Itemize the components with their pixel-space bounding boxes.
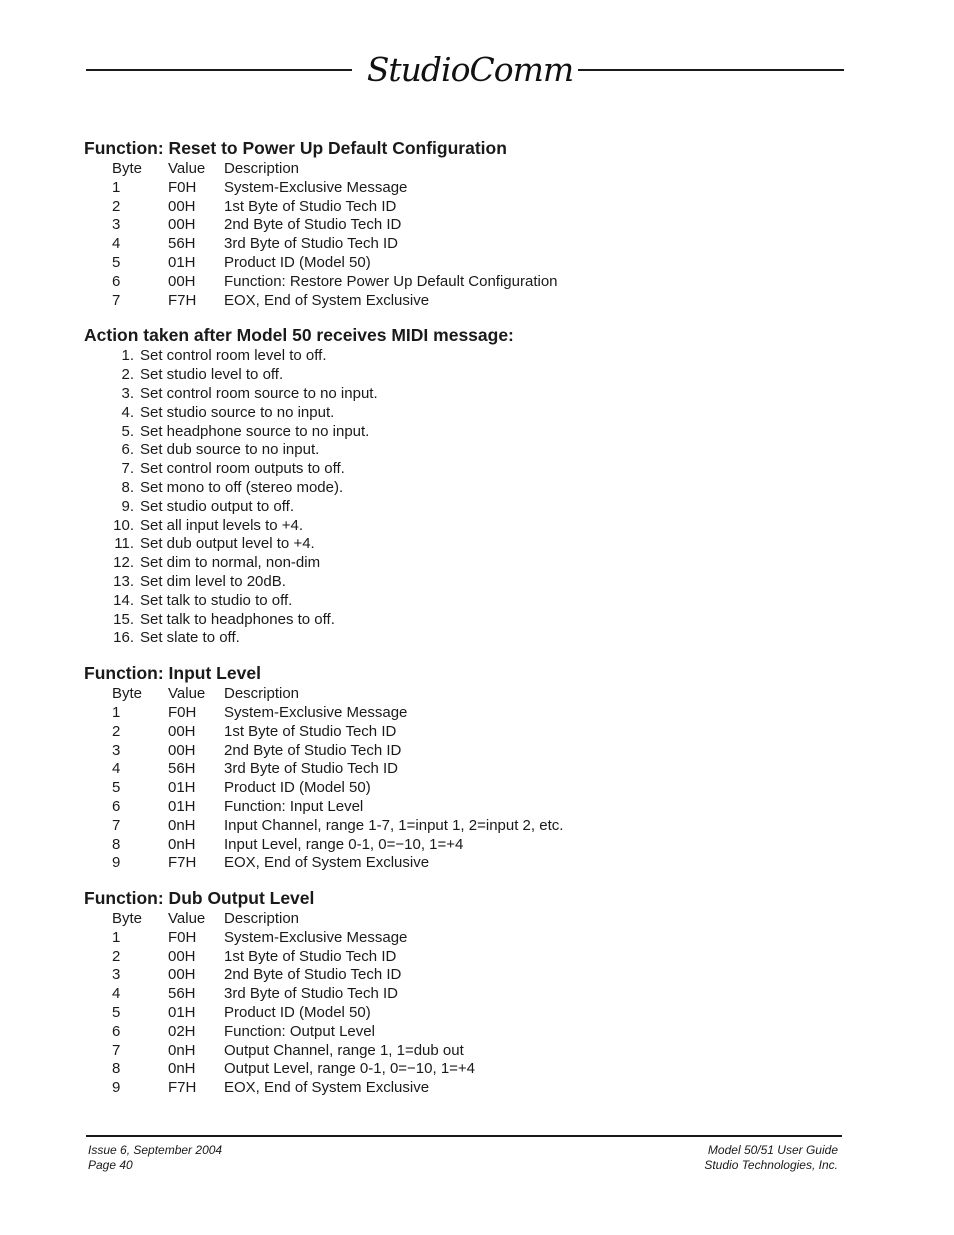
description-cell: 3rd Byte of Studio Tech ID bbox=[224, 235, 398, 253]
table-row bbox=[112, 273, 558, 292]
value-cell: F0H bbox=[168, 703, 197, 721]
action-item bbox=[84, 404, 884, 423]
value-cell: 00H bbox=[168, 947, 196, 965]
description-cell: 1st Byte of Studio Tech ID bbox=[224, 197, 397, 215]
action-number: 13. bbox=[113, 572, 134, 590]
footer-guide-title: Model 50/51 User Guide bbox=[707, 1143, 838, 1157]
footer-left bbox=[88, 1143, 222, 1173]
action-item bbox=[84, 498, 884, 517]
value-cell: F0H bbox=[168, 178, 197, 196]
byte-cell: 1 bbox=[112, 178, 121, 196]
table-row bbox=[112, 966, 475, 985]
action-text: Set dim level to 20dB. bbox=[140, 572, 286, 590]
action-item bbox=[84, 441, 884, 460]
action-item bbox=[84, 460, 884, 479]
description-cell: Output Channel, range 1, 1=dub out bbox=[224, 1041, 464, 1059]
footer-rule bbox=[86, 1135, 842, 1137]
action-text: Set control room level to off. bbox=[140, 347, 327, 365]
value-cell: 56H bbox=[168, 235, 196, 253]
byte-cell: 7 bbox=[112, 816, 121, 834]
studiocomm-logo: StudioComm bbox=[366, 50, 574, 89]
action-item bbox=[84, 535, 884, 554]
footer-right bbox=[704, 1143, 838, 1173]
action-number: 2. bbox=[121, 366, 134, 384]
action-number: 10. bbox=[113, 516, 134, 534]
description-cell: EOX, End of System Exclusive bbox=[224, 1079, 430, 1097]
action-text: Set all input levels to +4. bbox=[140, 516, 304, 534]
value-cell: 00H bbox=[168, 197, 196, 215]
action-number: 4. bbox=[121, 403, 134, 421]
table-row bbox=[112, 742, 563, 761]
byte-cell: 6 bbox=[112, 1022, 121, 1040]
value-cell: 01H bbox=[168, 253, 196, 271]
description-cell: Product ID (Model 50) bbox=[224, 779, 371, 797]
byte-cell: 2 bbox=[112, 197, 121, 215]
table-row bbox=[112, 948, 475, 967]
footer-page-number: Page 40 bbox=[88, 1158, 133, 1172]
footer-company: Studio Technologies, Inc. bbox=[704, 1158, 838, 1172]
description-cell: 3rd Byte of Studio Tech ID bbox=[224, 985, 398, 1003]
section-title: Function: Reset to Power Up Default Configuration bbox=[84, 138, 507, 158]
value-cell: F7H bbox=[168, 1079, 197, 1097]
value-cell: 00H bbox=[168, 272, 196, 290]
action-text: Set studio output to off. bbox=[140, 497, 294, 515]
byte-cell: 2 bbox=[112, 722, 121, 740]
value-cell: F0H bbox=[168, 928, 197, 946]
action-number: 6. bbox=[121, 441, 134, 459]
column-header-value: Value bbox=[168, 910, 206, 928]
table-row bbox=[112, 216, 558, 235]
action-text: Set studio source to no input. bbox=[140, 403, 335, 421]
page-content bbox=[84, 137, 884, 1112]
table-row bbox=[112, 1079, 475, 1098]
byte-cell: 2 bbox=[112, 947, 121, 965]
byte-cell: 8 bbox=[112, 835, 121, 853]
description-cell: 1st Byte of Studio Tech ID bbox=[224, 947, 397, 965]
action-item bbox=[84, 479, 884, 498]
action-number: 15. bbox=[113, 610, 134, 628]
column-header-byte: Byte bbox=[112, 910, 143, 928]
action-item bbox=[84, 592, 884, 611]
value-cell: 0nH bbox=[168, 835, 196, 853]
action-text: Set control room source to no input. bbox=[140, 384, 378, 402]
section-title: Action taken after Model 50 receives MIDI message: bbox=[84, 325, 514, 346]
table-header-row bbox=[112, 910, 475, 929]
action-item bbox=[84, 517, 884, 536]
action-number: 12. bbox=[113, 554, 134, 572]
value-cell: 0nH bbox=[168, 1060, 196, 1078]
table-header-row bbox=[112, 160, 558, 179]
table-row bbox=[112, 779, 563, 798]
byte-cell: 9 bbox=[112, 1079, 121, 1097]
byte-cell: 6 bbox=[112, 272, 121, 290]
value-cell: 00H bbox=[168, 741, 196, 759]
action-item bbox=[84, 573, 884, 592]
action-item bbox=[84, 554, 884, 573]
table-row bbox=[112, 723, 563, 742]
table-row bbox=[112, 929, 475, 948]
column-header-description: Description bbox=[224, 160, 300, 177]
section-dub-output-level bbox=[84, 887, 884, 1098]
value-cell: F7H bbox=[168, 854, 197, 872]
action-text: Set mono to off (stereo mode). bbox=[140, 478, 344, 496]
table-row bbox=[112, 1023, 475, 1042]
table-row bbox=[112, 985, 475, 1004]
action-item bbox=[84, 629, 884, 648]
action-text: Set talk to studio to off. bbox=[140, 591, 293, 609]
byte-cell: 5 bbox=[112, 779, 121, 797]
value-cell: F7H bbox=[168, 291, 197, 309]
byte-cell: 5 bbox=[112, 1004, 121, 1022]
table-row bbox=[112, 1060, 475, 1079]
table-row bbox=[112, 854, 563, 873]
action-number: 9. bbox=[121, 497, 134, 515]
action-text: Set studio level to off. bbox=[140, 366, 284, 384]
description-cell: EOX, End of System Exclusive bbox=[224, 291, 430, 309]
sysex-table bbox=[112, 160, 558, 310]
table-row bbox=[112, 1004, 475, 1023]
section-title: Function: Input Level bbox=[84, 663, 261, 684]
table-row bbox=[112, 798, 563, 817]
value-cell: 0nH bbox=[168, 816, 196, 834]
action-number: 3. bbox=[121, 384, 134, 402]
column-header-byte: Byte bbox=[112, 685, 143, 703]
description-cell: Product ID (Model 50) bbox=[224, 253, 371, 271]
value-cell: 00H bbox=[168, 216, 196, 234]
action-number: 11. bbox=[114, 535, 134, 553]
byte-cell: 5 bbox=[112, 253, 121, 271]
byte-cell: 8 bbox=[112, 1060, 121, 1078]
action-number: 5. bbox=[121, 422, 134, 440]
byte-cell: 4 bbox=[112, 235, 121, 253]
action-item bbox=[84, 611, 884, 630]
sysex-table bbox=[112, 685, 563, 873]
byte-cell: 6 bbox=[112, 797, 121, 815]
action-number: 14. bbox=[113, 591, 134, 609]
value-cell: 01H bbox=[168, 1004, 196, 1022]
action-text: Set slate to off. bbox=[140, 629, 240, 647]
action-number: 1. bbox=[121, 347, 134, 365]
action-text: Set control room outputs to off. bbox=[140, 460, 345, 478]
description-cell: 3rd Byte of Studio Tech ID bbox=[224, 760, 398, 778]
byte-cell: 3 bbox=[112, 741, 121, 759]
table-row bbox=[112, 235, 558, 254]
byte-cell: 9 bbox=[112, 854, 121, 872]
action-text: Set dim to normal, non-dim bbox=[140, 554, 321, 572]
action-item bbox=[84, 385, 884, 404]
header-rule-left bbox=[86, 69, 352, 71]
table-row bbox=[112, 1042, 475, 1061]
action-number: 8. bbox=[121, 478, 134, 496]
header-rule-right bbox=[578, 69, 844, 71]
value-cell: 0nH bbox=[168, 1041, 196, 1059]
table-row bbox=[112, 254, 558, 273]
column-header-description: Description bbox=[224, 685, 300, 703]
description-cell: Function: Restore Power Up Default Configuration bbox=[224, 272, 558, 290]
byte-cell: 3 bbox=[112, 966, 121, 984]
byte-cell: 1 bbox=[112, 703, 121, 721]
table-row bbox=[112, 760, 563, 779]
byte-cell: 3 bbox=[112, 216, 121, 234]
table-row bbox=[112, 292, 558, 311]
value-cell: 02H bbox=[168, 1022, 196, 1040]
description-cell: 2nd Byte of Studio Tech ID bbox=[224, 741, 402, 759]
value-cell: 00H bbox=[168, 966, 196, 984]
table-row bbox=[112, 179, 558, 198]
action-text: Set talk to headphones to off. bbox=[140, 610, 335, 628]
section-actions bbox=[84, 324, 884, 648]
value-cell: 56H bbox=[168, 760, 196, 778]
value-cell: 01H bbox=[168, 779, 196, 797]
action-number: 7. bbox=[121, 460, 134, 478]
action-text: Set headphone source to no input. bbox=[140, 422, 370, 440]
byte-cell: 7 bbox=[112, 1041, 121, 1059]
action-number: 16. bbox=[113, 629, 134, 647]
byte-cell: 4 bbox=[112, 760, 121, 778]
footer-issue: Issue 6, September 2004 bbox=[88, 1143, 223, 1157]
description-cell: 2nd Byte of Studio Tech ID bbox=[224, 966, 402, 984]
action-item bbox=[84, 366, 884, 385]
column-header-description: Description bbox=[224, 910, 300, 928]
column-header-byte: Byte bbox=[112, 160, 143, 177]
action-text: Set dub output level to +4. bbox=[140, 535, 315, 553]
byte-cell: 7 bbox=[112, 291, 121, 309]
description-cell: 1st Byte of Studio Tech ID bbox=[224, 722, 397, 740]
action-list bbox=[84, 347, 884, 648]
action-text: Set dub source to no input. bbox=[140, 441, 320, 459]
description-cell: Function: Output Level bbox=[224, 1022, 375, 1040]
description-cell: Function: Input Level bbox=[224, 797, 364, 815]
description-cell: Output Level, range 0-1, 0=−10, 1=+4 bbox=[224, 1060, 476, 1078]
description-cell: System-Exclusive Message bbox=[224, 703, 408, 721]
column-header-value: Value bbox=[168, 160, 206, 177]
value-cell: 56H bbox=[168, 985, 196, 1003]
sysex-table bbox=[112, 910, 475, 1098]
section-reset-default bbox=[84, 137, 884, 310]
action-item bbox=[84, 347, 884, 366]
value-cell: 00H bbox=[168, 722, 196, 740]
description-cell: Input Level, range 0-1, 0=−10, 1=+4 bbox=[224, 835, 464, 853]
description-cell: 2nd Byte of Studio Tech ID bbox=[224, 216, 402, 234]
column-header-value: Value bbox=[168, 685, 206, 703]
description-cell: System-Exclusive Message bbox=[224, 928, 408, 946]
table-row bbox=[112, 198, 558, 217]
description-cell: Product ID (Model 50) bbox=[224, 1004, 371, 1022]
table-row bbox=[112, 817, 563, 836]
action-item bbox=[84, 423, 884, 442]
table-header-row bbox=[112, 685, 563, 704]
description-cell: EOX, End of System Exclusive bbox=[224, 854, 430, 872]
section-input-level bbox=[84, 662, 884, 873]
description-cell: Input Channel, range 1-7, 1=input 1, 2=input 2, etc. bbox=[224, 816, 564, 834]
table-row bbox=[112, 836, 563, 855]
table-row bbox=[112, 704, 563, 723]
description-cell: System-Exclusive Message bbox=[224, 178, 408, 196]
value-cell: 01H bbox=[168, 797, 196, 815]
byte-cell: 1 bbox=[112, 928, 121, 946]
section-title: Function: Dub Output Level bbox=[84, 888, 315, 909]
byte-cell: 4 bbox=[112, 985, 121, 1003]
